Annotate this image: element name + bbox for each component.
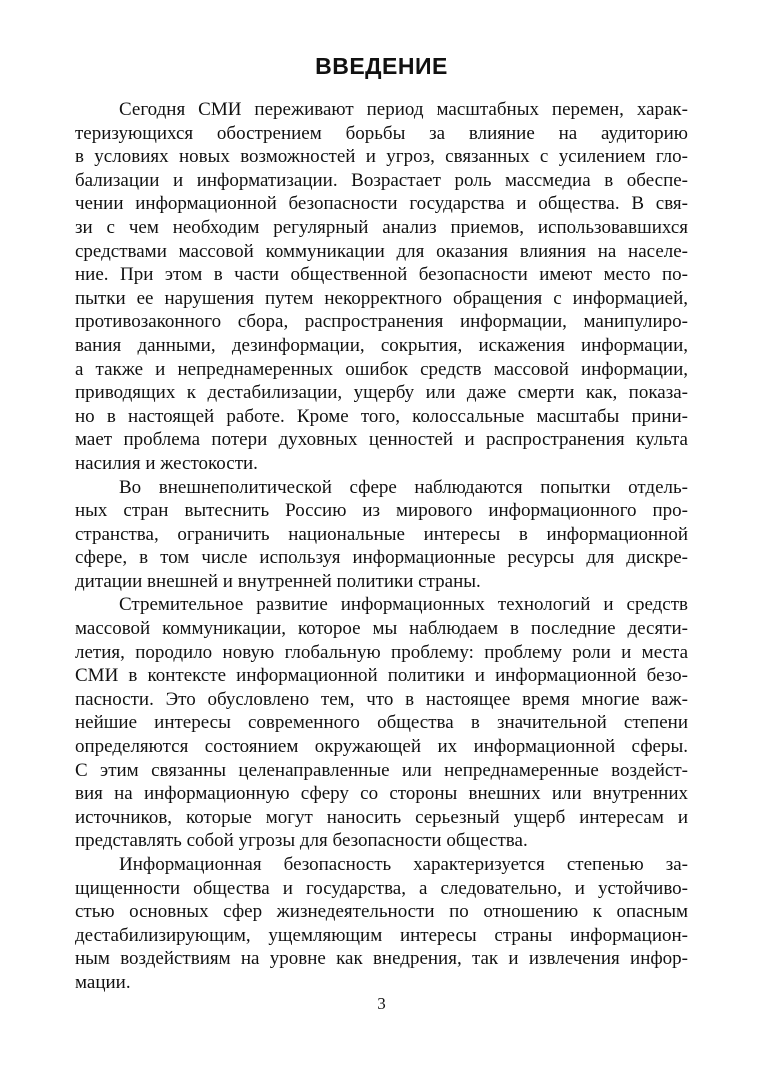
text-line: чении информационной безопасности государства и общества. В свя- [75,193,688,215]
text-line: стью основных сфер жизнедеятельности по отношению к опасным [75,901,688,923]
text-line: СМИ в контексте информационной политики и информационной безо- [75,665,688,687]
text-line: в условиях новых возможностей и угроз, связанных с усилением гло- [75,146,688,168]
text-line: нейшие интересы современного общества в значительной степени [75,712,688,734]
text-line: но в настоящей работе. Кроме того, колоссальные масштабы прини- [75,405,688,427]
text-line: теризующихся обострением борьбы за влияние на аудиторию [75,122,688,144]
text-line: пытки ее нарушения путем некорректного обращения с информацией, [75,287,688,309]
page-title: ВВЕДЕНИЕ [315,53,448,79]
text-line: вия на информационную сферу со стороны внешних или внутренних [75,783,688,805]
text-line: массовой коммуникации, которое мы наблюдаем в последние десяти- [75,618,688,640]
page-number: 3 [377,994,386,1013]
text-line: мает проблема потери духовных ценностей и распространения культа [75,429,688,451]
text-line: противозаконного сбора, распространения информации, манипулиро- [75,311,688,333]
text-line: дитации внешней и внутренней политики страны. [75,570,481,592]
text-line: летия, породило новую глобальную проблему: проблему роли и места [75,641,688,663]
text-line: щищенности общества и государства, а следовательно, и устойчиво- [75,877,688,899]
paragraph-4 [75,853,688,995]
paragraph-2 [75,476,688,594]
text-line: дестабилизирующим, ущемляющим интересы страны информацион- [75,924,688,946]
text-line: ных стран вытеснить Россию из мирового информационного про- [75,500,688,522]
text-line: Информационная безопасность характеризуется степенью за- [119,854,688,875]
body-text [75,98,688,995]
paragraph-3 [75,593,688,853]
text-line: Сегодня СМИ переживают период масштабных перемен, харак- [119,99,688,120]
text-line: бализации и информатизации. Возрастает роль массмедиа в обеспе- [75,169,688,191]
text-line: определяются состоянием окружающей их информационной сферы. [75,736,688,758]
text-line: сфере, в том числе используя информационные ресурсы для дискре- [75,547,688,569]
text-line: Стремительное развитие информационных технологий и средств [119,594,688,616]
text-line: мации. [75,971,131,993]
text-line: вания данными, дезинформации, сокрытия, искажения информации, [75,334,688,356]
text-line: насилия и жестокости. [75,452,258,474]
text-line: приводящих к дестабилизации, ущербу или даже смерти как, показа- [75,382,688,404]
text-line: пасности. Это обусловлено тем, что в настоящее время многие важ- [75,688,688,710]
text-line: средствами массовой коммуникации для оказания влияния на населе- [75,240,688,262]
text-line: а также и непреднамеренных ошибок средств массовой информации, [75,358,688,380]
paragraph-1 [75,98,688,476]
text-line: ние. При этом в части общественной безопасности имеют место по- [75,264,688,286]
text-line: зи с чем необходим регулярный анализ приемов, использовавшихся [75,216,688,238]
text-line: представлять собой угрозы для безопасности общества. [75,830,528,852]
text-line: источников, которые могут наносить серьезный ущерб интересам и [75,806,688,828]
text-line: странства, ограничить национальные интересы в информационной [75,523,688,545]
text-line: ным воздействиям на уровне как внедрения, так и извлечения инфор- [75,948,688,970]
text-line: С этим связанны целенаправленные или непреднамеренные воздейст- [75,759,688,781]
text-line: Во внешнеполитической сфере наблюдаются попытки отдель- [119,476,688,498]
